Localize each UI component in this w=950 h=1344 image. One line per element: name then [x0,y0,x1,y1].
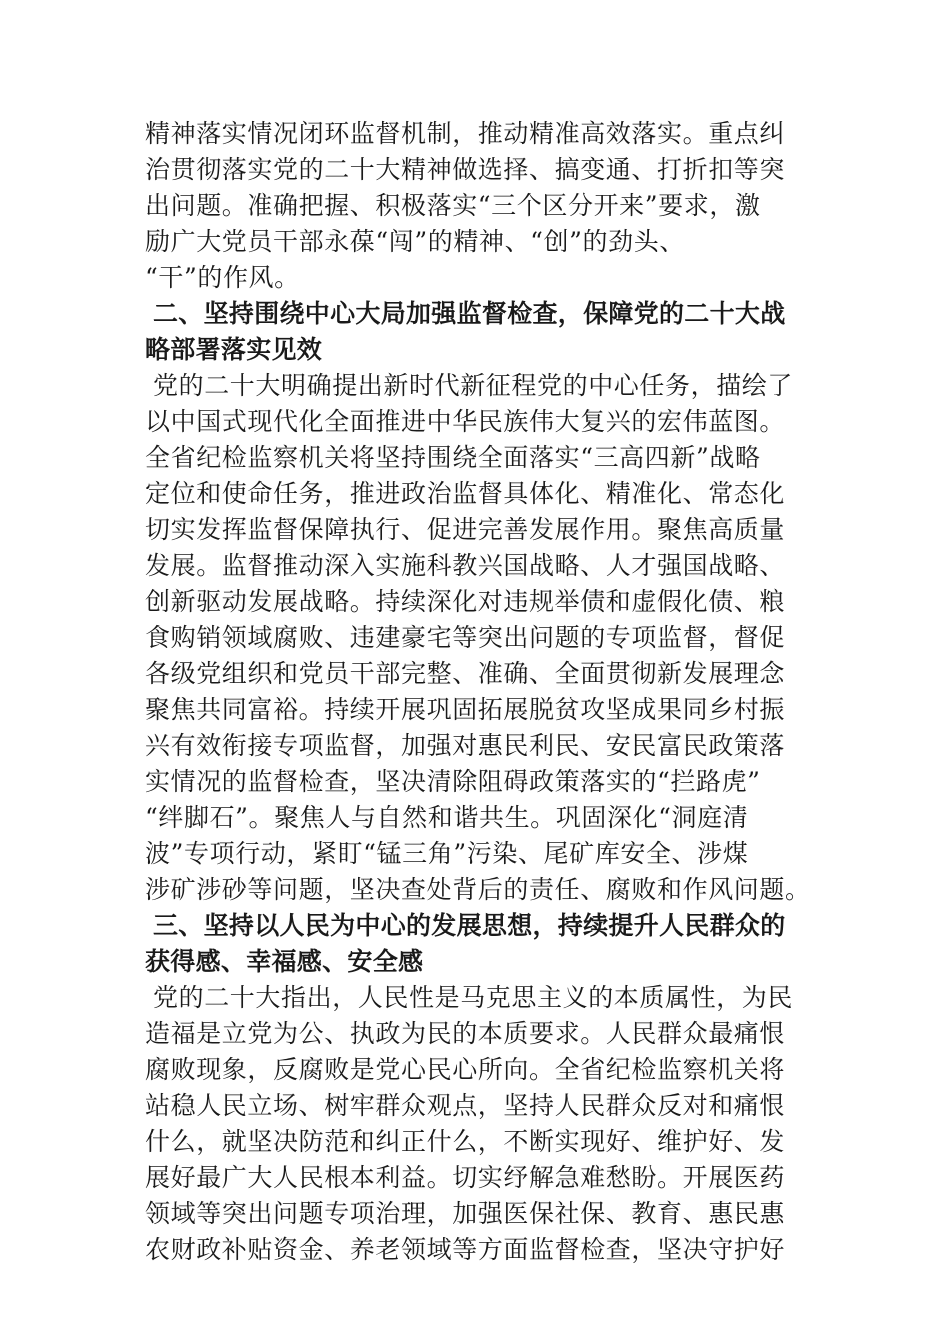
body-line: 聚焦共同富裕。持续开展巩固拓展脱贫攻坚成果同乡村振 [145,695,786,724]
body-line: 农财政补贴资金、养老领域等方面监督检查，坚决守护好 [145,1235,786,1264]
body-line: 精神落实情况闭环监督机制，推动精准高效落实。重点纠 [145,119,786,148]
section-heading-3: 三、坚持以人民为中心的发展思想，持续提升人民群众的 [153,911,786,940]
body-line: 造福是立党为公、执政为民的本质要求。人民群众最痛恨 [145,1019,786,1048]
body-line: 定位和使命任务，推进政治监督具体化、精准化、常态化 [145,479,786,508]
body-line: 领域等突出问题专项治理，加强医保社保、教育、惠民惠 [145,1199,786,1228]
body-line: 全省纪检监察机关将坚持围绕全面落实“三高四新”战略 [145,443,761,472]
body-line: 励广大党员干部永葆“闯”的精神、“创”的劲头、 [145,227,685,256]
body-line: 什么，就坚决防范和纠正什么，不断实现好、维护好、发 [145,1127,786,1156]
body-line: 各级党组织和党员干部完整、准确、全面贯彻新发展理念 [145,659,786,688]
section-heading-2-cont: 略部署落实见效 [145,335,323,364]
body-line: 以中国式现代化全面推进中华民族伟大复兴的宏伟蓝图。 [145,407,786,436]
body-line: 兴有效衔接专项监督，加强对惠民利民、安民富民政策落 [145,731,786,760]
body-line: 出问题。准确把握、积极落实“三个区分开来”要求，激 [145,191,761,220]
body-line: 切实发挥监督保障执行、促进完善发展作用。聚焦高质量 [145,515,786,544]
body-line: 波”专项行动，紧盯“锰三角”污染、尾矿库安全、涉煤 [145,839,749,868]
body-line: 涉矿涉砂等问题，坚决查处背后的责任、腐败和作风问题。 [145,875,811,904]
body-line: 党的二十大明确提出新时代新征程党的中心任务，描绘了 [153,371,794,400]
body-line: 发展。监督推动深入实施科教兴国战略、人才强国战略、 [145,551,786,580]
body-line: 实情况的监督检查，坚决清除阻碍政策落实的“拦路虎” [145,767,761,796]
body-line: 腐败现象，反腐败是党心民心所向。全省纪检监察机关将 [145,1055,786,1084]
body-line: 党的二十大指出，人民性是马克思主义的本质属性，为民 [153,983,794,1012]
body-line: 食购销领域腐败、违建豪宅等突出问题的专项监督，督促 [145,623,786,652]
body-line: 站稳人民立场、树牢群众观点，坚持人民群众反对和痛恨 [145,1091,786,1120]
body-line: “干”的作风。 [145,263,300,292]
body-line: 展好最广大人民根本利益。切实纾解急难愁盼。开展医药 [145,1163,786,1192]
section-heading-3-cont: 获得感、幸福感、安全感 [145,947,424,976]
body-line: 创新驱动发展战略。持续深化对违规举债和虚假化债、粮 [145,587,786,616]
body-line: 治贯彻落实党的二十大精神做选择、搞变通、打折扣等突 [145,155,786,184]
section-heading-2: 二、坚持围绕中心大局加强监督检查，保障党的二十大战 [153,299,786,328]
document-page [145,116,810,1268]
body-line: “绊脚石”。聚焦人与自然和谐共生。巩固深化“洞庭清 [145,803,749,832]
